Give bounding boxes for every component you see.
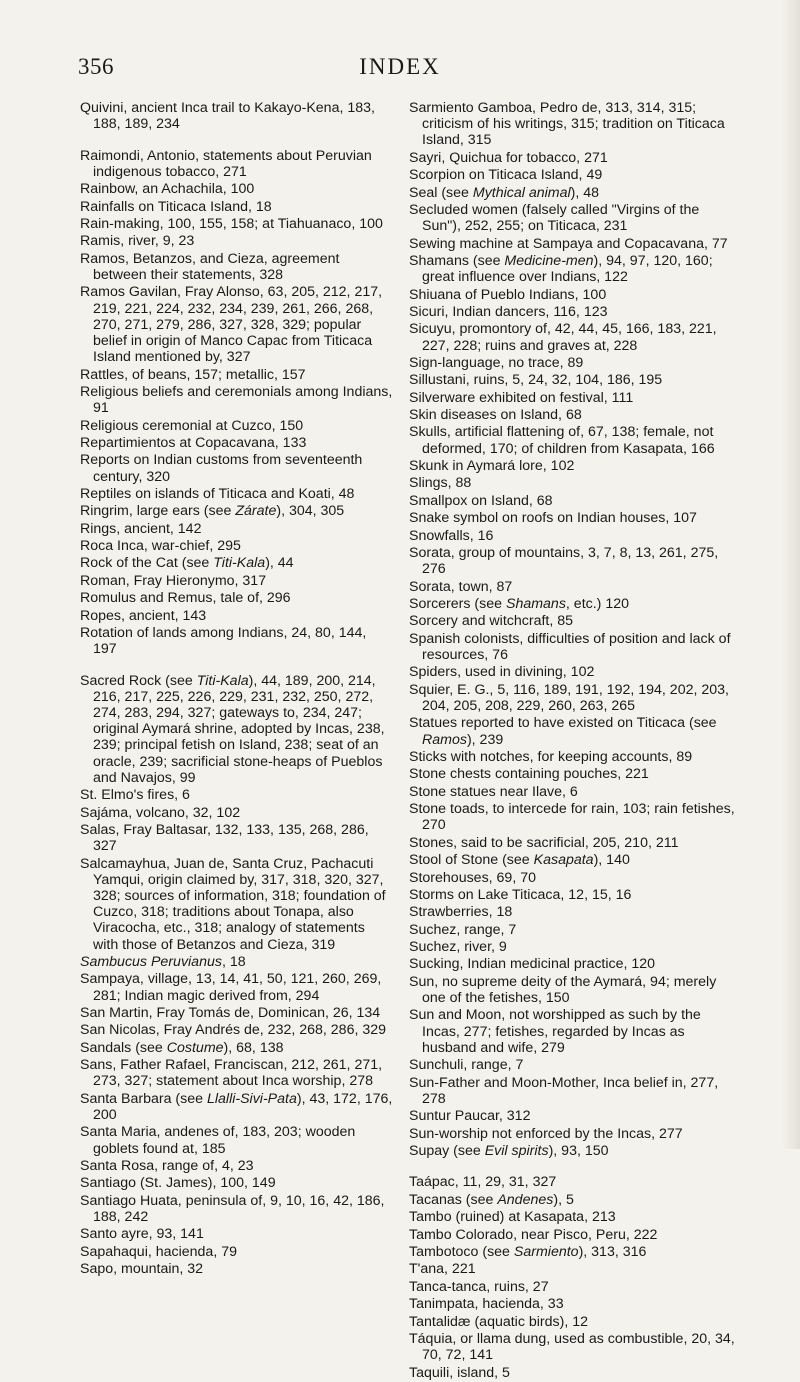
- index-entry: Supay (see Evil spirits), 93, 150: [409, 1143, 609, 1160]
- index-entry: Rain-making, 100, 155, 158; at Tiahuanaco, 100: [80, 215, 383, 232]
- index-entry: Rock of the Cat (see Titi-Kala), 44: [80, 555, 294, 572]
- index-entry: Sambucus Peruvianus, 18: [80, 954, 246, 971]
- index-entry: Spiders, used in divining, 102: [409, 664, 595, 681]
- index-entry: Sorcerers (see Shamans, etc.) 120: [409, 596, 630, 613]
- index-entry: Tantalidæ (aquatic birds), 12: [409, 1313, 589, 1330]
- index-entry: Sun-Father and Moon-Mother, Inca belief in, 277, 278: [409, 1074, 719, 1107]
- index-entry: Reports on Indian customs from seventeenth century, 320: [80, 452, 363, 485]
- index-entry: Squier, E. G., 5, 116, 189, 191, 192, 194, 202, 203, 204, 205, 208, 229, 260, 263, 265: [409, 681, 729, 714]
- index-entry: Religious ceremonial at Cuzco, 150: [80, 417, 304, 434]
- index-entry: Suchez, range, 7: [409, 921, 517, 938]
- index-entry: Sans, Father Rafael, Franciscan, 212, 261, 271, 273, 327; statement about Inca worship, 278: [80, 1057, 383, 1090]
- index-entry: Salcamayhua, Juan de, Santa Cruz, Pachacuti Yamqui, origin claimed by, 317, 318, 320, 327, 328; sources of information, 318; foundation of Cuzco, 318; traditions about Tonapa, also Viracocha, etc., 318; analogy of statements with those of Betanzos and Cieza, 319: [80, 855, 386, 953]
- index-entry: Tacanas (see Andenes), 5: [409, 1191, 574, 1208]
- index-entry: Statues reported to have existed on Titicaca (see Ramos), 239: [409, 715, 717, 748]
- letter-group-gap: [409, 1160, 737, 1174]
- index-entry: Sicuri, Indian dancers, 116, 123: [409, 303, 608, 320]
- index-entry: Ramis, river, 9, 23: [80, 233, 195, 250]
- index-entry: Rattles, of beans, 157; metallic, 157: [80, 366, 306, 383]
- letter-group-gap: [80, 134, 393, 148]
- index-entry: Sorata, town, 87: [409, 578, 513, 595]
- index-entry: St. Elmo's fires, 6: [80, 787, 190, 804]
- index-entry: Romulus and Remus, tale of, 296: [80, 590, 291, 607]
- index-entry: Skin diseases on Island, 68: [409, 407, 582, 424]
- index-entry: Stone chests containing pouches, 221: [409, 766, 649, 783]
- index-entry: Shiuana of Pueblo Indians, 100: [409, 286, 607, 303]
- index-entry: Stone statues near Ilave, 6: [409, 783, 578, 800]
- index-entry: Sticks with notches, for keeping accounts, 89: [409, 748, 693, 765]
- index-entry: Sunchuli, range, 7: [409, 1057, 524, 1074]
- index-entry: Repartimientos at Copacavana, 133: [80, 434, 307, 451]
- index-entry: Raimondi, Antonio, statements about Peruvian indigenous tobacco, 271: [80, 147, 372, 180]
- index-entry: Tanimpata, hacienda, 33: [409, 1296, 564, 1313]
- index-entry: Stones, said to be sacrificial, 205, 210, 211: [409, 834, 679, 851]
- index-entry: Secluded women (falsely called "Virgins of the Sun"), 252, 255; on Titicaca, 231: [409, 201, 700, 235]
- index-entry: Sandals (see Costume), 68, 138: [80, 1039, 284, 1056]
- index-entry: Roca Inca, war-chief, 295: [80, 538, 241, 555]
- index-entry: Skulls, artificial flattening of, 67, 138; female, not deformed, 170; of children from Kasapata, 166: [409, 424, 715, 457]
- index-entry: Silverware exhibited on festival, 111: [409, 389, 634, 406]
- index-entry: Suntur Paucar, 312: [409, 1108, 531, 1125]
- index-entry: Stone toads, to intercede for rain, 103; rain fetishes, 270: [409, 801, 735, 834]
- index-entry: Spanish colonists, difficulties of position and lack of resources, 76: [409, 630, 731, 663]
- index-entry: Rainbow, an Achachila, 100: [80, 181, 255, 198]
- index-entry: Santiago (St. James), 100, 149: [80, 1175, 276, 1192]
- index-entry: Rainfalls on Titicaca Island, 18: [80, 198, 272, 215]
- index-entry: Stool of Stone (see Kasapata), 140: [409, 852, 630, 869]
- page-number: 356: [78, 54, 114, 79]
- index-entry: Tambotoco (see Sarmiento), 313, 316: [409, 1243, 647, 1260]
- index-entry: Santo ayre, 93, 141: [80, 1226, 204, 1243]
- index-entry: Storms on Lake Titicaca, 12, 15, 16: [409, 886, 632, 903]
- index-entry: Snake symbol on roofs on Indian houses, 107: [409, 510, 697, 527]
- index-entry: Taápac, 11, 29, 31, 327: [409, 1174, 557, 1191]
- index-entry: Sun-worship not enforced by the Incas, 277: [409, 1125, 683, 1142]
- running-head: INDEX: [359, 54, 441, 79]
- page-edge-shadow: [782, 0, 800, 1149]
- index-entry: Santa Rosa, range of, 4, 23: [80, 1157, 254, 1174]
- index-column-right: [409, 100, 737, 1382]
- index-entry: Táquia, or llama dung, used as combustible, 20, 34, 70, 72, 141: [409, 1330, 735, 1364]
- index-entry: Rotation of lands among Indians, 24, 80, 144, 197: [80, 625, 367, 658]
- index-entry: Sajáma, volcano, 32, 102: [80, 804, 241, 821]
- index-entry: Sewing machine at Sampaya and Copacavana, 77: [409, 235, 728, 252]
- page-header: [0, 52, 800, 92]
- index-entry: San Martin, Fray Tomás de, Dominican, 26, 134: [80, 1005, 381, 1021]
- letter-group-gap: [80, 659, 393, 673]
- index-entry: Skunk in Aymará lore, 102: [409, 458, 575, 475]
- index-entry: Santa Maria, andenes of, 183, 203; wooden goblets found at, 185: [80, 1124, 356, 1157]
- index-entry: Sorata, group of mountains, 3, 7, 8, 13, 261, 275, 276: [409, 545, 719, 578]
- index-entry: Sapahaqui, hacienda, 79: [80, 1243, 237, 1260]
- index-entry: Tambo Colorado, near Pisco, Peru, 222: [409, 1226, 658, 1243]
- index-entry: Strawberries, 18: [409, 904, 513, 921]
- index-entry: Sarmiento Gamboa, Pedro de, 313, 314, 315; criticism of his writings, 315; tradition on Titicaca Island, 315: [409, 100, 725, 149]
- index-entry: Ropes, ancient, 143: [80, 607, 207, 624]
- index-entry: Seal (see Mythical animal), 48: [409, 184, 600, 201]
- index-entry: Smallpox on Island, 68: [409, 492, 553, 509]
- index-entry: Sun and Moon, not worshipped as such by the Incas, 277; fetishes, regarded by Incas as husband and wife, 279: [409, 1007, 701, 1056]
- index-entry: Religious beliefs and ceremonials among Indians, 91: [80, 383, 393, 417]
- index-entry: Ramos Gavilan, Fray Alonso, 63, 205, 212, 217, 219, 221, 224, 232, 234, 239, 261, 266, 268, 270, 271, 279, 286, 327, 328, 329; popular belief in origin of Manco Capac from Titicaca Island mentioned by, 327: [80, 284, 383, 366]
- index-entry: Reptiles on islands of Titicaca and Koati, 48: [80, 485, 355, 502]
- index-entry: Sucking, Indian medicinal practice, 120: [409, 956, 656, 973]
- index-entry: Snowfalls, 16: [409, 527, 494, 544]
- index-entry: Sampaya, village, 13, 14, 41, 50, 121, 260, 269, 281; Indian magic derived from, 294: [80, 971, 382, 1004]
- index-entry: Quivini, ancient Inca trail to Kakayo-Kena, 183, 188, 189, 234: [80, 100, 375, 133]
- index-entry: Tambo (ruined) at Kasapata, 213: [409, 1209, 616, 1226]
- index-entry: San Nicolas, Fray Andrés de, 232, 268, 286, 329: [80, 1022, 387, 1039]
- index-entry: Santa Barbara (see Llalli-Sivi-Pata), 43, 172, 176, 200: [80, 1090, 393, 1123]
- index-column-left: [80, 100, 393, 1279]
- index-entry: Ringrim, large ears (see Zárate), 304, 305: [80, 503, 345, 520]
- index-entry: Tanca-tanca, ruins, 27: [409, 1278, 549, 1295]
- index-entry: Storehouses, 69, 70: [409, 869, 536, 886]
- index-entry: Sorcery and witchcraft, 85: [409, 613, 574, 630]
- index-entry: Sacred Rock (see Titi-Kala), 44, 189, 200, 214, 216, 217, 225, 226, 229, 231, 232, 250, 272, 274, 283, 294, 327; gateways to, 234, 247; original Aymará shrine, adopted by Incas, 238, 239; principal fetish on Island, 238; seat of an oracle, 239; sacrificial stone-heaps of Pueblos and Navajos, 99: [80, 672, 385, 786]
- index-entry: Salas, Fray Baltasar, 132, 133, 135, 268, 286, 327: [80, 822, 369, 855]
- index-entry: Sillustani, ruins, 5, 24, 32, 104, 186, 195: [409, 372, 663, 389]
- index-entry: Scorpion on Titicaca Island, 49: [409, 167, 603, 184]
- index-entry: Sicuyu, promontory of, 42, 44, 45, 166, 183, 221, 227, 228; ruins and graves at, 228: [409, 321, 717, 354]
- index-entry: Taquili, island, 5: [409, 1364, 510, 1381]
- index-entry: Sayri, Quichua for tobacco, 271: [409, 149, 608, 166]
- index-entry: Rings, ancient, 142: [80, 520, 202, 537]
- index-entry: Shamans (see Medicine-men), 94, 97, 120, 160; great influence over Indians, 122: [409, 252, 713, 286]
- index-entry: Sun, no supreme deity of the Aymará, 94; merely one of the fetishes, 150: [409, 973, 717, 1007]
- index-entry: Slings, 88: [409, 475, 472, 492]
- index-entry: Santiago Huata, peninsula of, 9, 10, 16, 42, 186, 188, 242: [80, 1192, 385, 1225]
- index-entry: Ramos, Betanzos, and Cieza, agreement between their statements, 328: [80, 250, 340, 283]
- index-entry: Roman, Fray Hieronymo, 317: [80, 572, 267, 589]
- index-entry: T'ana, 221: [409, 1261, 476, 1278]
- index-entry: Sapo, mountain, 32: [80, 1261, 204, 1278]
- index-entry: Sign-language, no trace, 89: [409, 354, 584, 371]
- index-entry: Suchez, river, 9: [409, 939, 507, 956]
